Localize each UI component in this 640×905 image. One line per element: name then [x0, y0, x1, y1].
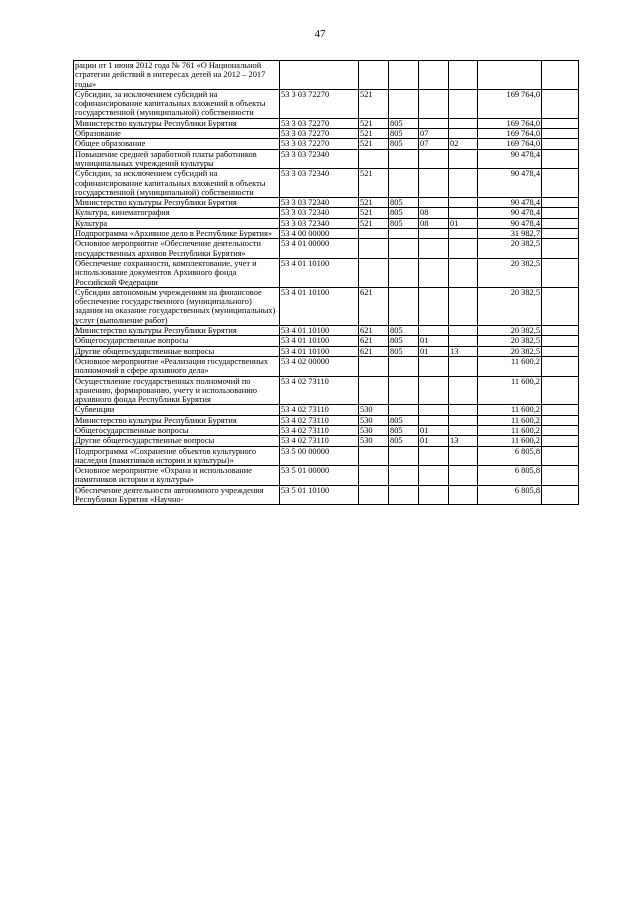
row-code-cell: 53 4 02 73110	[280, 436, 359, 446]
row-rz-cell: 07	[419, 139, 449, 149]
row-extra-cell	[542, 415, 579, 425]
row-name-cell: Субсидии, за исключением субсидий на софинансирование капитальных вложений в объекты государственной (муниципальной) собственности	[74, 169, 280, 198]
row-pr-cell	[449, 208, 478, 218]
row-rz-cell: 01	[419, 336, 449, 346]
row-gr-cell	[389, 376, 419, 405]
row-gr-cell: 805	[389, 129, 419, 139]
row-extra-cell	[542, 149, 579, 169]
row-sum-cell: 11 600,2	[478, 356, 542, 376]
row-vr-cell	[359, 149, 389, 169]
row-pr-cell: 13	[449, 346, 478, 356]
row-name-cell: Подпрограмма «Сохранение объектов культурного наследия (памятников истории и культуры)»	[74, 446, 280, 466]
table-row	[74, 208, 579, 218]
row-vr-cell: 521	[359, 198, 389, 208]
row-pr-cell	[449, 118, 478, 128]
row-pr-cell	[449, 376, 478, 405]
table-row	[74, 376, 579, 405]
row-rz-cell	[419, 376, 449, 405]
row-name-cell: Культура	[74, 218, 280, 228]
row-gr-cell	[389, 356, 419, 376]
row-name-cell: Министерство культуры Республики Бурятия	[74, 118, 280, 128]
row-extra-cell	[542, 485, 579, 505]
table-row	[74, 346, 579, 356]
row-name-cell: Основное мероприятие «Реализация государственных полномочий в сфере архивного дела»	[74, 356, 280, 376]
row-rz-cell	[419, 415, 449, 425]
row-gr-cell: 805	[389, 436, 419, 446]
row-code-cell: 53 3 03 72340	[280, 218, 359, 228]
row-vr-cell	[359, 376, 389, 405]
row-name-cell: Министерство культуры Республики Бурятия	[74, 415, 280, 425]
row-code-cell: 53 4 01 10100	[280, 346, 359, 356]
row-rz-cell	[419, 326, 449, 336]
row-vr-cell	[359, 229, 389, 239]
row-sum-cell: 90 478,4	[478, 169, 542, 198]
row-vr-cell	[359, 356, 389, 376]
row-extra-cell	[542, 466, 579, 486]
table-row	[74, 218, 579, 228]
row-extra-cell	[542, 356, 579, 376]
row-code-cell: 53 5 00 00000	[280, 446, 359, 466]
row-rz-cell	[419, 229, 449, 239]
row-pr-cell	[449, 415, 478, 425]
row-code-cell: 53 4 02 73110	[280, 405, 359, 415]
row-code-cell: 53 4 00 00000	[280, 229, 359, 239]
row-gr-cell: 805	[389, 425, 419, 435]
row-rz-cell	[419, 149, 449, 169]
table-row	[74, 287, 579, 325]
row-gr-cell: 805	[389, 218, 419, 228]
row-rz-cell	[419, 89, 449, 118]
row-name-cell: Основное мероприятие «Обеспечение деятельности государственных архивов Республики Бурятия»	[74, 239, 280, 259]
row-gr-cell	[389, 446, 419, 466]
row-pr-cell	[449, 61, 478, 90]
row-vr-cell: 521	[359, 118, 389, 128]
row-vr-cell: 621	[359, 287, 389, 325]
row-rz-cell: 01	[419, 425, 449, 435]
row-name-cell: Субсидии, за исключением субсидий на софинансирование капитальных вложений в объекты государственной (муниципальной) собственности	[74, 89, 280, 118]
row-extra-cell	[542, 287, 579, 325]
row-code-cell	[280, 61, 359, 90]
row-sum-cell: 20 382,5	[478, 346, 542, 356]
row-code-cell: 53 5 01 00000	[280, 466, 359, 486]
row-sum-cell: 169 764,0	[478, 129, 542, 139]
row-pr-cell	[449, 485, 478, 505]
table-row	[74, 326, 579, 336]
row-extra-cell	[542, 258, 579, 287]
table-row	[74, 229, 579, 239]
row-code-cell: 53 3 03 72340	[280, 149, 359, 169]
row-name-cell: Общее образование	[74, 139, 280, 149]
row-rz-cell	[419, 466, 449, 486]
row-gr-cell: 805	[389, 326, 419, 336]
row-code-cell: 53 3 03 72270	[280, 139, 359, 149]
row-gr-cell: 805	[389, 346, 419, 356]
table-row	[74, 118, 579, 128]
row-sum-cell: 11 600,2	[478, 425, 542, 435]
row-vr-cell: 521	[359, 218, 389, 228]
row-pr-cell	[449, 229, 478, 239]
row-name-cell: Другие общегосударственные вопросы	[74, 346, 280, 356]
row-gr-cell: 805	[389, 415, 419, 425]
row-code-cell: 53 3 03 72270	[280, 129, 359, 139]
row-extra-cell	[542, 239, 579, 259]
page-number: 47	[314, 28, 326, 40]
row-pr-cell	[449, 466, 478, 486]
row-extra-cell	[542, 208, 579, 218]
row-sum-cell: 6 805,8	[478, 446, 542, 466]
row-extra-cell	[542, 336, 579, 346]
table-row	[74, 405, 579, 415]
row-rz-cell: 08	[419, 208, 449, 218]
row-sum-cell: 11 600,2	[478, 436, 542, 446]
row-gr-cell: 805	[389, 336, 419, 346]
row-code-cell: 53 4 01 10100	[280, 326, 359, 336]
row-vr-cell: 521	[359, 89, 389, 118]
row-vr-cell: 521	[359, 139, 389, 149]
row-rz-cell	[419, 198, 449, 208]
row-extra-cell	[542, 346, 579, 356]
row-code-cell: 53 4 01 10100	[280, 336, 359, 346]
row-vr-cell: 521	[359, 129, 389, 139]
row-sum-cell: 20 382,5	[478, 258, 542, 287]
row-gr-cell: 805	[389, 198, 419, 208]
table-row	[74, 61, 579, 90]
row-rz-cell	[419, 405, 449, 415]
row-pr-cell	[449, 446, 478, 466]
row-code-cell: 53 4 01 10100	[280, 287, 359, 325]
row-rz-cell: 07	[419, 129, 449, 139]
row-name-cell: Культура, кинематография	[74, 208, 280, 218]
row-pr-cell: 13	[449, 436, 478, 446]
row-name-cell: Подпрограмма «Архивное дело в Республике Бурятия»	[74, 229, 280, 239]
row-vr-cell	[359, 485, 389, 505]
row-vr-cell	[359, 258, 389, 287]
row-extra-cell	[542, 425, 579, 435]
row-name-cell: Повышение средней заработной платы работников муниципальных учреждений культуры	[74, 149, 280, 169]
row-sum-cell: 11 600,2	[478, 376, 542, 405]
row-name-cell: рации от 1 июня 2012 года № 761 «О Национальной стратегии действий в интересах детей на 2012 – 2017 годы»	[74, 61, 280, 90]
row-sum-cell: 90 478,4	[478, 149, 542, 169]
row-vr-cell: 530	[359, 415, 389, 425]
row-rz-cell	[419, 169, 449, 198]
row-vr-cell: 521	[359, 208, 389, 218]
row-sum-cell: 90 478,4	[478, 198, 542, 208]
row-rz-cell: 08	[419, 218, 449, 228]
row-name-cell: Министерство культуры Республики Бурятия	[74, 198, 280, 208]
row-pr-cell	[449, 287, 478, 325]
row-pr-cell	[449, 326, 478, 336]
row-pr-cell	[449, 239, 478, 259]
row-extra-cell	[542, 169, 579, 198]
row-extra-cell	[542, 61, 579, 90]
row-sum-cell: 6 805,8	[478, 466, 542, 486]
row-extra-cell	[542, 376, 579, 405]
row-vr-cell: 621	[359, 346, 389, 356]
row-extra-cell	[542, 139, 579, 149]
row-rz-cell	[419, 356, 449, 376]
row-gr-cell	[389, 287, 419, 325]
table-row	[74, 485, 579, 505]
row-pr-cell	[449, 89, 478, 118]
row-code-cell: 53 4 01 10100	[280, 258, 359, 287]
table-row	[74, 258, 579, 287]
row-pr-cell	[449, 258, 478, 287]
row-code-cell: 53 4 02 73110	[280, 425, 359, 435]
table-row	[74, 198, 579, 208]
row-extra-cell	[542, 436, 579, 446]
row-vr-cell: 521	[359, 169, 389, 198]
row-extra-cell	[542, 89, 579, 118]
row-code-cell: 53 4 01 00000	[280, 239, 359, 259]
row-sum-cell: 169 764,0	[478, 89, 542, 118]
row-name-cell: Обеспечение деятельности автономного учреждения Республики Бурятия «Научно-	[74, 485, 280, 505]
row-name-cell: Другие общегосударственные вопросы	[74, 436, 280, 446]
budget-table	[73, 60, 579, 505]
row-pr-cell	[449, 356, 478, 376]
row-extra-cell	[542, 198, 579, 208]
row-name-cell: Общегосударственные вопросы	[74, 425, 280, 435]
row-name-cell: Обеспечение сохранности, комплектование, учет и использование документов Архивного фонда Российской Федерации	[74, 258, 280, 287]
row-extra-cell	[542, 405, 579, 415]
table-row	[74, 466, 579, 486]
row-vr-cell: 530	[359, 405, 389, 415]
row-name-cell: Образование	[74, 129, 280, 139]
row-code-cell: 53 4 02 73110	[280, 415, 359, 425]
row-sum-cell: 20 382,5	[478, 336, 542, 346]
row-pr-cell	[449, 129, 478, 139]
row-pr-cell	[449, 405, 478, 415]
row-sum-cell: 169 764,0	[478, 118, 542, 128]
row-rz-cell: 01	[419, 346, 449, 356]
table-row	[74, 446, 579, 466]
row-sum-cell: 11 600,2	[478, 405, 542, 415]
row-code-cell: 53 5 01 10100	[280, 485, 359, 505]
row-rz-cell	[419, 239, 449, 259]
row-name-cell: Субвенции	[74, 405, 280, 415]
row-gr-cell: 805	[389, 208, 419, 218]
row-gr-cell	[389, 466, 419, 486]
row-vr-cell	[359, 446, 389, 466]
row-pr-cell	[449, 149, 478, 169]
row-sum-cell: 90 478,4	[478, 218, 542, 228]
table-row	[74, 149, 579, 169]
table-row	[74, 129, 579, 139]
row-rz-cell	[419, 287, 449, 325]
row-rz-cell	[419, 485, 449, 505]
table-row	[74, 169, 579, 198]
row-code-cell: 53 3 03 72340	[280, 169, 359, 198]
row-gr-cell	[389, 405, 419, 415]
row-code-cell: 53 3 03 72270	[280, 118, 359, 128]
row-vr-cell: 530	[359, 425, 389, 435]
row-name-cell: Основное мероприятие «Охрана и использование памятников истории и культуры»	[74, 466, 280, 486]
row-gr-cell	[389, 149, 419, 169]
table-row	[74, 356, 579, 376]
row-rz-cell: 01	[419, 436, 449, 446]
row-gr-cell	[389, 485, 419, 505]
row-sum-cell	[478, 61, 542, 90]
row-vr-cell	[359, 239, 389, 259]
row-gr-cell	[389, 169, 419, 198]
row-sum-cell: 169 764,0	[478, 139, 542, 149]
row-sum-cell: 31 982,7	[478, 229, 542, 239]
row-vr-cell: 530	[359, 436, 389, 446]
row-pr-cell	[449, 169, 478, 198]
row-sum-cell: 11 600,2	[478, 415, 542, 425]
row-extra-cell	[542, 129, 579, 139]
row-sum-cell: 20 382,5	[478, 239, 542, 259]
table-row	[74, 425, 579, 435]
row-code-cell: 53 3 03 72340	[280, 198, 359, 208]
table-row	[74, 239, 579, 259]
table-row	[74, 436, 579, 446]
row-name-cell: Министерство культуры Республики Бурятия	[74, 326, 280, 336]
row-extra-cell	[542, 326, 579, 336]
row-extra-cell	[542, 446, 579, 466]
row-rz-cell	[419, 446, 449, 466]
row-gr-cell: 805	[389, 139, 419, 149]
row-vr-cell: 621	[359, 336, 389, 346]
row-name-cell: Субсидии автономным учреждениям на финансовое обеспечение государственного (муниципального) задания на оказание государственных (муниципальных) услуг (выполнение работ)	[74, 287, 280, 325]
row-pr-cell	[449, 336, 478, 346]
row-pr-cell	[449, 198, 478, 208]
row-sum-cell: 20 382,5	[478, 326, 542, 336]
row-gr-cell	[389, 89, 419, 118]
table-body	[74, 61, 579, 505]
row-pr-cell: 01	[449, 218, 478, 228]
row-pr-cell: 02	[449, 139, 478, 149]
row-sum-cell: 90 478,4	[478, 208, 542, 218]
row-name-cell: Общегосударственные вопросы	[74, 336, 280, 346]
row-rz-cell	[419, 118, 449, 128]
row-gr-cell	[389, 239, 419, 259]
row-gr-cell	[389, 229, 419, 239]
row-sum-cell: 20 382,5	[478, 287, 542, 325]
row-extra-cell	[542, 229, 579, 239]
row-gr-cell	[389, 61, 419, 90]
table-row	[74, 336, 579, 346]
row-rz-cell	[419, 61, 449, 90]
row-name-cell: Осуществление государственных полномочий по хранению, формированию, учету и использованию архивного фонда Республики Бурятия	[74, 376, 280, 405]
table-row	[74, 139, 579, 149]
row-sum-cell: 6 805,8	[478, 485, 542, 505]
row-code-cell: 53 4 02 73110	[280, 376, 359, 405]
row-code-cell: 53 3 03 72340	[280, 208, 359, 218]
row-rz-cell	[419, 258, 449, 287]
row-pr-cell	[449, 425, 478, 435]
row-extra-cell	[542, 118, 579, 128]
row-vr-cell	[359, 61, 389, 90]
row-vr-cell	[359, 466, 389, 486]
row-gr-cell	[389, 258, 419, 287]
table-row	[74, 415, 579, 425]
row-vr-cell: 621	[359, 326, 389, 336]
row-extra-cell	[542, 218, 579, 228]
row-code-cell: 53 3 03 72270	[280, 89, 359, 118]
row-code-cell: 53 4 02 00000	[280, 356, 359, 376]
row-gr-cell: 805	[389, 118, 419, 128]
table-row	[74, 89, 579, 118]
